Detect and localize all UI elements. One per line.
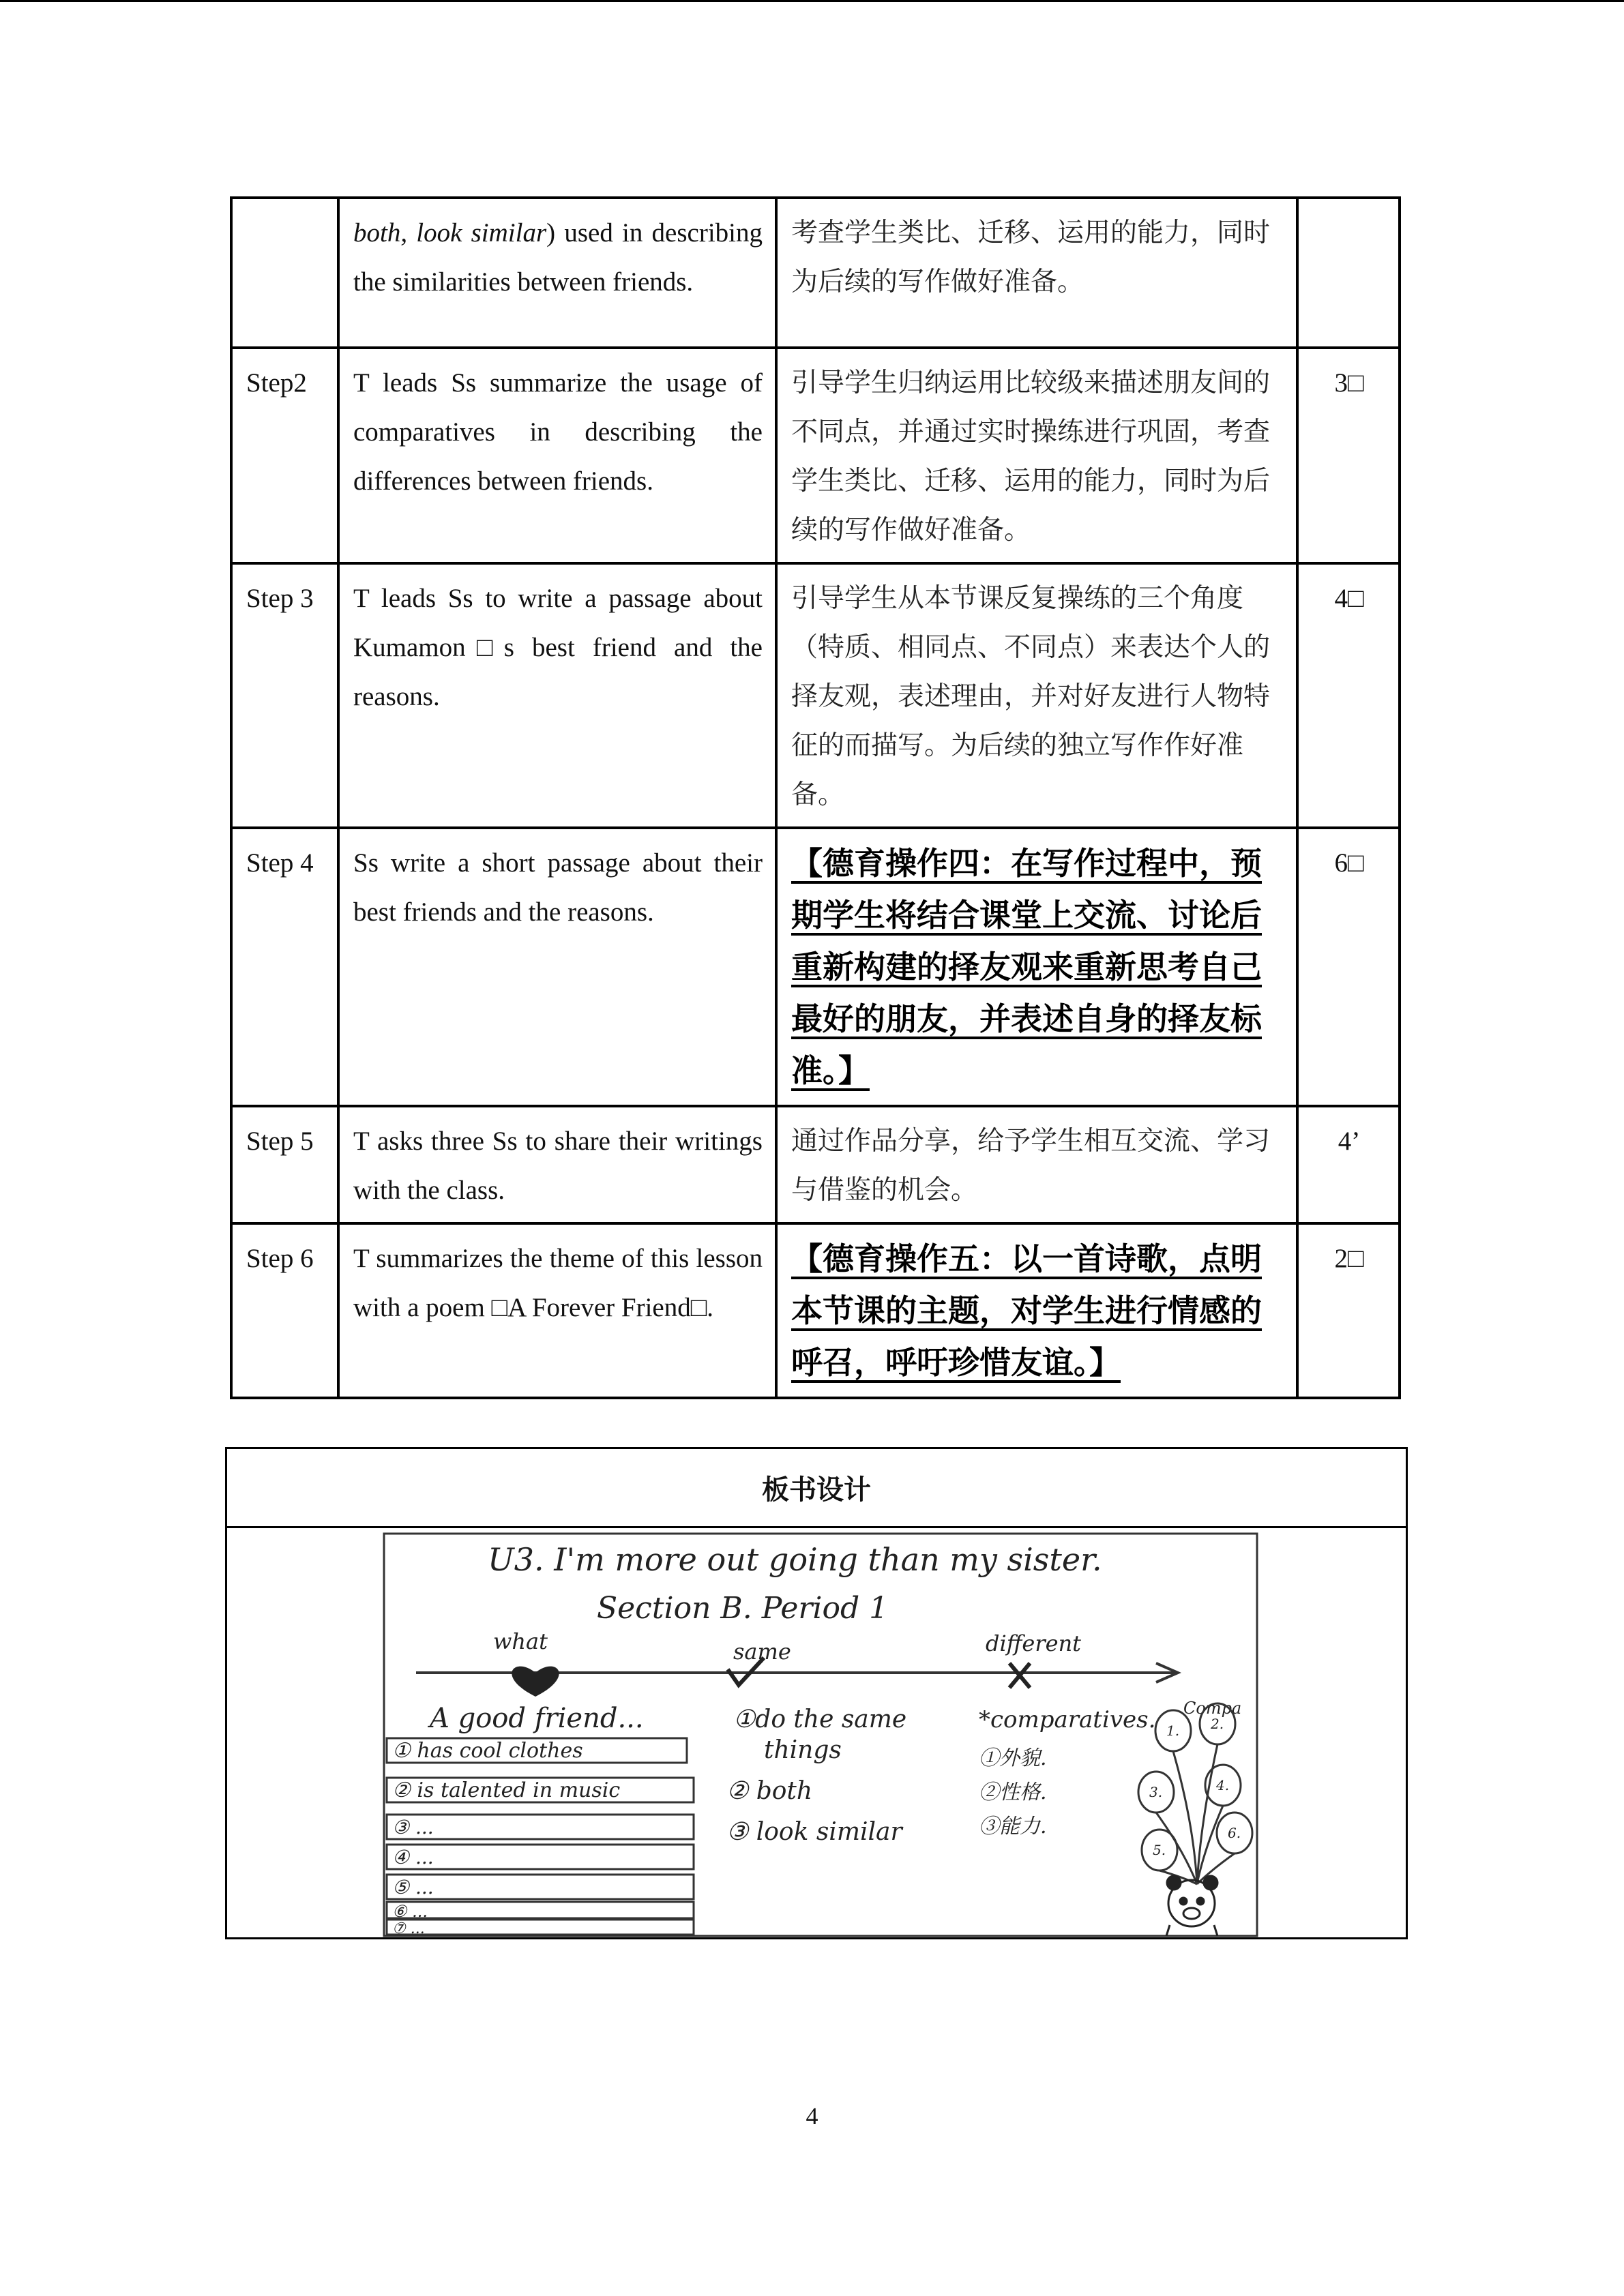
corner-note: Compa: [1183, 1699, 1242, 1718]
same-item: ③ look similar: [726, 1818, 902, 1846]
step-cell: Step 6: [231, 1223, 338, 1398]
sketch-col-same: same: [733, 1639, 791, 1665]
time-cell: 3□: [1297, 348, 1400, 563]
list-item-text: ⑤ ...: [392, 1876, 434, 1898]
balloon-label: 3.: [1149, 1784, 1163, 1800]
list-item-text: ② is talented in music: [392, 1778, 621, 1802]
activity-cell: [338, 198, 776, 348]
sketch-col-different: different: [986, 1630, 1082, 1656]
different-item: ①外貌.: [979, 1746, 1047, 1770]
same-item: things: [764, 1736, 842, 1764]
blackboard-design-box: [225, 1447, 1408, 1939]
time-cell: 6□: [1297, 828, 1400, 1106]
cross-icon: [1009, 1663, 1030, 1688]
blackboard-design-title: 板书设计: [227, 1449, 1406, 1528]
sketch-unit-line: U3. I'm more out going than my sister.: [488, 1541, 1102, 1578]
purpose-cell: 引导学生归纳运用比较级来描述朋友间的不同点，并通过实时操练进行巩固，考查学生类比、迁移、运用的能力，同时为后续的写作做好准备。: [776, 348, 1297, 563]
activity-italic-text: both, look similar: [353, 218, 547, 248]
lesson-steps-table: [230, 196, 1401, 1399]
list-item: [387, 1920, 694, 1935]
activity-cell: T asks three Ss to share their writings with the class.: [338, 1106, 776, 1223]
table-row: [231, 563, 1400, 828]
list-item-text: ⑥ ...: [392, 1902, 428, 1921]
moral-education-note: 【德育操作四：在写作过程中，预期学生将结合课堂上交流、讨论后重新构建的择友观来重新思考自己最好的朋友，并表述自身的择友标准。】: [791, 845, 1262, 1089]
table-row: [231, 828, 1400, 1106]
table-row: [231, 1223, 1400, 1398]
activity-cell: T leads Ss to write a passage about Kumamon□s best friend and the reasons.: [338, 563, 776, 828]
list-item: [387, 1902, 694, 1918]
purpose-cell: [776, 828, 1297, 1106]
activity-cell: T leads Ss summarize the usage of comparatives in describing the differences between friends.: [338, 348, 776, 563]
sketch-good-friend: A good friend...: [430, 1703, 644, 1734]
blackboard-sketch: [379, 1530, 1265, 1945]
friend-list: [387, 1738, 694, 1937]
list-item-text: ⑦ ...: [392, 1920, 425, 1937]
table-row: [231, 348, 1400, 563]
top-rule: [0, 0, 1624, 2]
different-item: ②性格.: [979, 1780, 1047, 1804]
step-cell: Step 3: [231, 563, 338, 828]
balloon-label: 2.: [1211, 1716, 1224, 1732]
activity-text: ) used in describing the similarities between friends.: [353, 218, 763, 297]
table-row: [231, 1106, 1400, 1223]
activity-cell: Ss write a short passage about their best friends and the reasons.: [338, 828, 776, 1106]
sketch-col-what: what: [493, 1628, 548, 1654]
purpose-cell: [776, 1223, 1297, 1398]
time-cell: 2□: [1297, 1223, 1400, 1398]
step-cell: Step 4: [231, 828, 338, 1106]
same-item: ①do the same: [733, 1705, 907, 1733]
moral-education-note: 【德育操作五：以一首诗歌，点明本节课的主题，对学生进行情感的呼召，呼吁珍惜友谊。】: [791, 1240, 1262, 1381]
bear-mascot-icon: [1166, 1876, 1217, 1936]
step-cell: [231, 198, 338, 348]
balloon-label: 6.: [1228, 1825, 1241, 1841]
activity-cell: T summarizes the theme of this lesson with a poem □A Forever Friend□.: [338, 1223, 776, 1398]
sketch-section-line: Section B. Period 1: [597, 1591, 889, 1626]
different-item: *comparatives.: [979, 1706, 1156, 1733]
step-cell: Step 5: [231, 1106, 338, 1223]
same-item: ② both: [726, 1777, 813, 1805]
purpose-cell: 引导学生从本节课反复操练的三个角度（特质、相同点、不同点）来表达个人的择友观，表述理由，并对好友进行人物特征的而描写。为后续的独立写作作好准备。: [776, 563, 1297, 828]
list-item-text: ① has cool clothes: [392, 1739, 583, 1763]
page-number: 4: [806, 2102, 818, 2130]
balloon-label: 4.: [1216, 1777, 1230, 1793]
different-item: ③能力.: [979, 1815, 1047, 1838]
list-item-text: ④ ...: [392, 1846, 434, 1868]
list-item-text: ③ ...: [392, 1816, 434, 1838]
purpose-cell: 考查学生类比、迁移、运用的能力，同时为后续的写作做好准备。: [776, 198, 1297, 348]
balloon-label: 5.: [1153, 1842, 1166, 1858]
time-cell: 4□: [1297, 563, 1400, 828]
balloon-labels: [1149, 1716, 1241, 1858]
table-row: [231, 198, 1400, 348]
purpose-cell: 通过作品分享，给予学生相互交流、学习与借鉴的机会。: [776, 1106, 1297, 1223]
time-cell: [1297, 198, 1400, 348]
balloon-label: 1.: [1166, 1723, 1180, 1739]
step-cell: Step2: [231, 348, 338, 563]
heart-icon: [512, 1667, 559, 1697]
time-cell: 4’: [1297, 1106, 1400, 1223]
